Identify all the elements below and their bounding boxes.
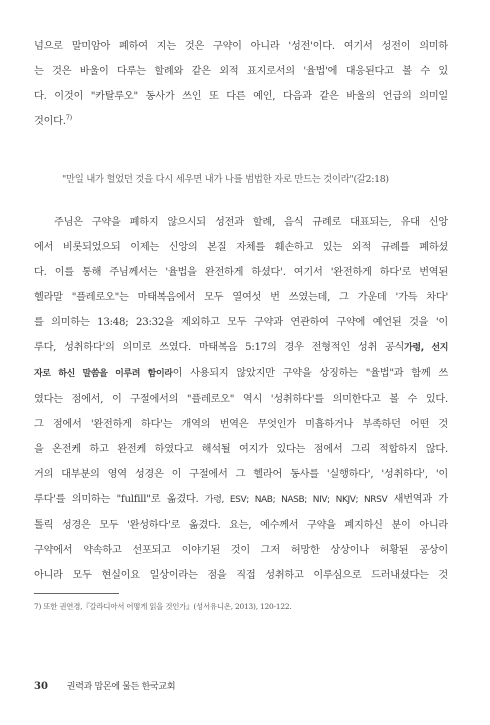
text-line: 였다는 점에서, 이 구절에서의 "플레로오" 역시 '성취하다'를 의미한다고 볼 수 있다. (34, 394, 448, 405)
text-line: 을 온전케 하고 완전케 하였다고 해석될 여지가 있다는 점에서 그리 적합하지 않다. (34, 444, 448, 455)
page-number: 30 (34, 681, 48, 692)
inline-gloss: 가령, ESV; NAB; NASB; NIV; NKJV; NRSV (204, 495, 388, 505)
text-fragment: 이 사용되지 않았지만 구약을 상징하는 "율법"과 함께 쓰 (172, 368, 448, 379)
text-line: 넘으로 말미암아 폐하여 지는 것은 구약이 아니라 '성전'이다. 여기서 성전이 의미하 (34, 41, 448, 52)
text-line: 헬라말 "플레로오"는 마태복음에서 모두 열여섯 번 쓰였는데, 그 가운데 '가득 차다' (34, 292, 448, 303)
paragraph-opening (34, 34, 448, 134)
page-footer (34, 680, 175, 694)
text-fragment: 루다'를 의미하는 "fulfill"로 옮겼다. (34, 494, 199, 505)
text-line: 톨릭 성경은 모두 '완성하다'로 옮겼다. 요는, 예수께서 구약을 폐지하신 분이 아니라 (34, 520, 448, 531)
text-line: 다. 이것이 "카탈루오" 동사가 쓰인 또 다른 예인, 다음과 같은 바울의 언급의 의미일 (34, 91, 448, 102)
text-line: 를 의미하는 13:48; 23:32을 제외하고 모두 구약과 연관하여 구약에 예언된 것을 '이 (34, 317, 448, 328)
inline-gloss: 자로 하신 말씀을 이루려 함이라 (34, 369, 173, 379)
inline-gloss: 가령, 선지 (404, 343, 448, 353)
text-line (34, 487, 448, 513)
paragraph-main (34, 210, 448, 588)
scripture-quote: "만일 내가 헐었던 것을 다시 세우면 내가 나를 범법한 자로 만드는 것이라"(갈2:18) (62, 174, 389, 185)
text-fragment: 것이다. (34, 116, 66, 127)
text-line: 거의 대부분의 영역 성경은 이 구절에서 그 헬라어 동사를 '실행하다', '성취하다', '이 (34, 469, 448, 480)
text-line (34, 361, 448, 387)
footnote: 7) 또한 권연경,『갈라디아서 어떻게 읽을 것인가』(성서유니온, 2013), 120-122. (34, 602, 292, 611)
text-line: 아니라 모두 현실이요 일상이라는 점을 직접 성취하고 이루심으로 드러내셨다는 것 (34, 570, 448, 581)
text-line: 다. 이를 통해 주님께서는 '율법을 완전하게 하셨다'. 여기서 '완전하게 하다'로 번역된 (34, 267, 448, 278)
text-line: 구약에서 약속하고 선포되고 이야기된 것이 그저 허망한 상상이나 허황된 공상이 (34, 545, 448, 556)
text-line: 는 것은 바울이 다루는 할례와 같은 외적 표지로서의 '율법'에 대응된다고 볼 수 있 (34, 66, 448, 77)
text-line: 주님은 구약을 폐하지 않으시되 성전과 할례, 음식 규례로 대표되는, 유대 신앙 (54, 217, 448, 228)
text-line (34, 335, 448, 361)
text-line (34, 109, 448, 134)
footnote-divider (34, 593, 119, 594)
running-title: 권력과 맘몬에 물든 한국교회 (66, 682, 176, 692)
text-line: 에서 비롯되었으되 이제는 신앙의 본질 자체를 훼손하고 있는 외적 규례를 폐하셨 (34, 242, 448, 253)
text-line: 그 점에서 '완전하게 하다'는 개역의 번역은 무엇인가 미흡하거나 부족하던 어떤 것 (34, 419, 448, 430)
text-fragment: 새번역과 가 (393, 494, 448, 505)
footnote-reference: 7) (65, 113, 72, 122)
text-fragment: 루다, 성취하다'의 의미로 쓰였다. 마태복음 5:17의 경우 전형적인 성취 공식 (34, 342, 405, 353)
